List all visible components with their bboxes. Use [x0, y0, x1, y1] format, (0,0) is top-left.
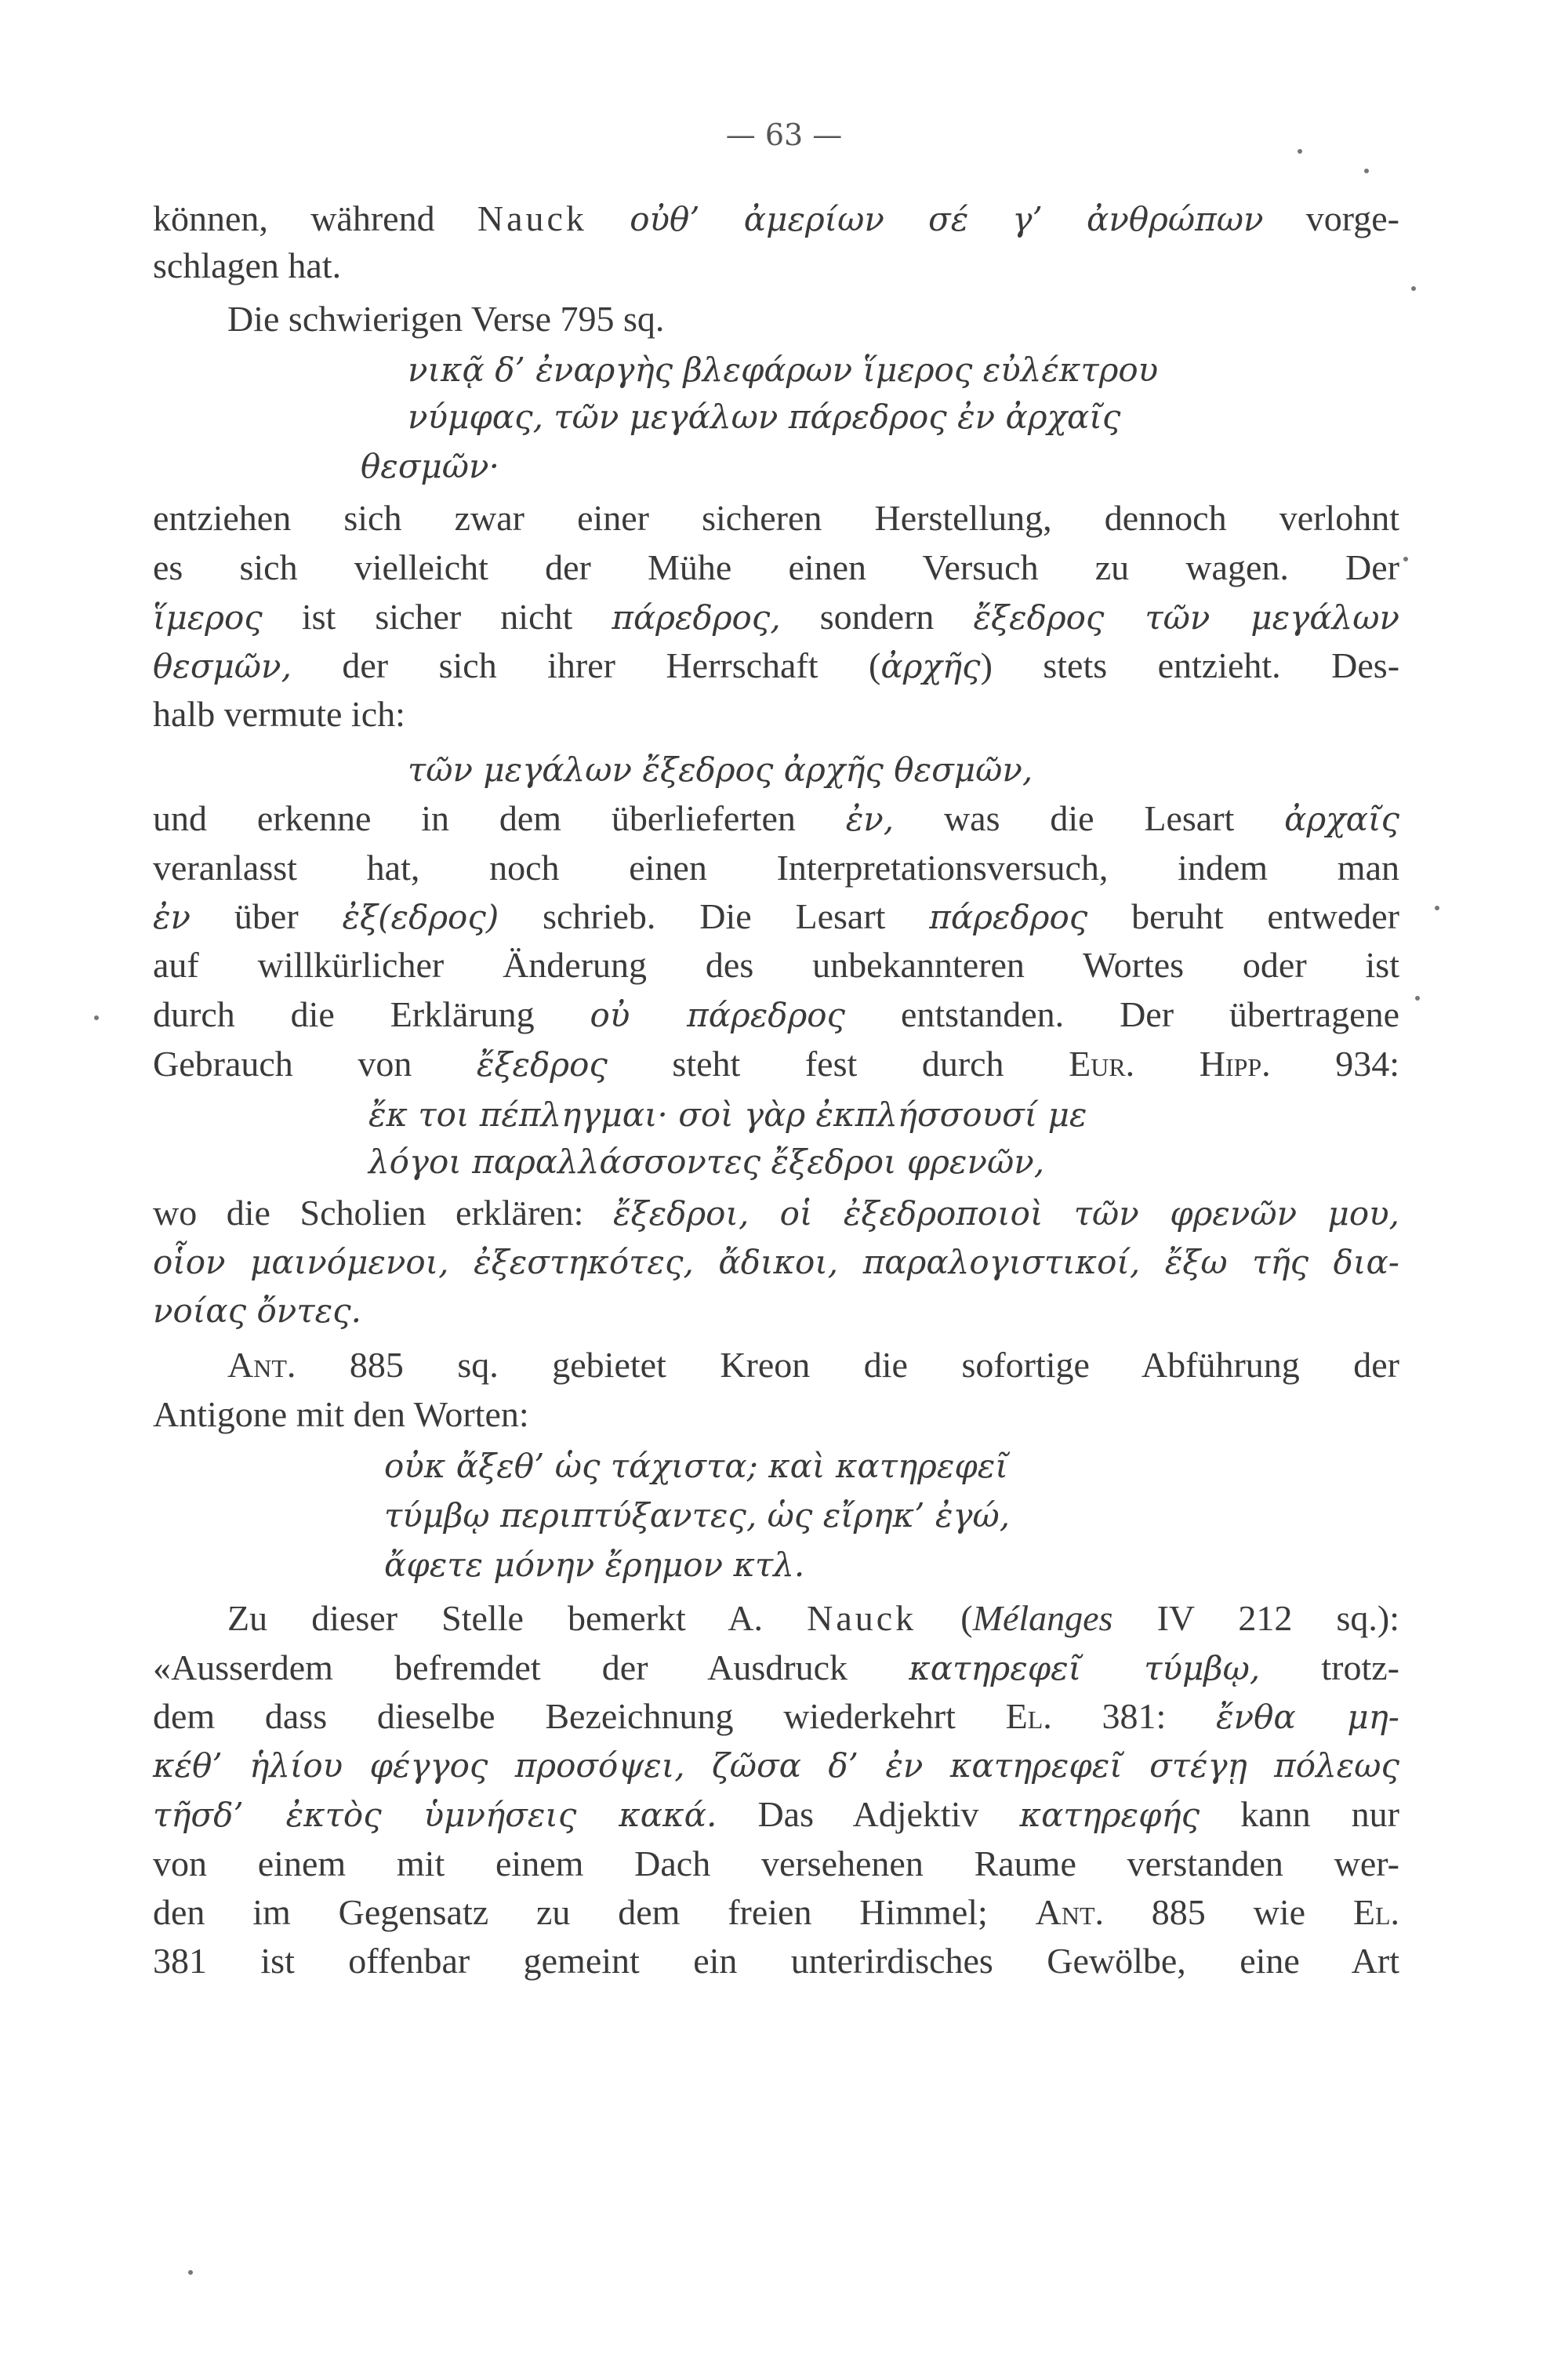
- text-line: halb vermute ich:: [153, 694, 405, 734]
- text-line: den im Gegensatz zu dem freien Himmel; Ant. 885 wie El.: [153, 1892, 1399, 1932]
- text-line: wo die Scholien erklären: ἔξεδροι, οἱ ἐξεδροποιοὶ τῶν φρενῶν μου,: [153, 1193, 1400, 1233]
- text-line: veranlasst hat, noch einen Interpretationsversuch, indem man: [153, 848, 1399, 888]
- text-line: auf willkürlicher Änderung des unbekannteren Wortes oder ist: [153, 945, 1399, 985]
- verse-line: ἔκ τοι πέπληγμαι· σοὶ γὰρ ἐκπλήσσουσί με: [368, 1095, 1087, 1134]
- text-line: können, während Nauck οὐθ’ ἀμερίων σέ γ’ ἀνθρώπων vorge-: [153, 198, 1399, 238]
- text-line: Antigone mit den Worten:: [153, 1394, 529, 1434]
- text-line: νοίας ὄντες.: [153, 1291, 361, 1330]
- scan-speck: [1435, 906, 1439, 910]
- scan-speck: [1411, 286, 1416, 291]
- text-line: οἷον μαινόμενοι, ἐξεστηκότες, ἄδικοι, παραλογιστικοί, ἔξω τῆς δια-: [153, 1243, 1399, 1281]
- text-line: 381 ist offenbar gemeint ein unterirdisches Gewölbe, eine Art: [153, 1941, 1399, 1981]
- text-line: ἵμερος ist sicher nicht πάρεδρος, sondern ἔξεδρος τῶν μεγάλων: [153, 597, 1399, 637]
- text-line: durch die Erklärung οὐ πάρεδρος entstanden. Der übertragene: [153, 994, 1399, 1034]
- verse-line: τύμβῳ περιπτύξαντες, ὡς εἴρηκ’ ἐγώ,: [384, 1496, 1011, 1535]
- verse-line: ἄφετε μόνην ἔρημον κτλ.: [384, 1546, 805, 1584]
- text-line: dem dass dieselbe Bezeichnung wiederkehrt El. 381: ἔνθα μη-: [153, 1696, 1399, 1736]
- scan-speck: [94, 1015, 99, 1020]
- text-line: es sich vielleicht der Mühe einen Versuch zu wagen. Der: [153, 547, 1399, 587]
- text-line: Zu dieser Stelle bemerkt A. Nauck (Mélanges IV 212 sq.):: [227, 1598, 1399, 1638]
- text-line: entziehen sich zwar einer sicheren Herstellung, dennoch verlohnt: [153, 498, 1399, 538]
- text-line: von einem mit einem Dach versehenen Raume verstanden wer-: [153, 1843, 1399, 1883]
- scan-speck: [1403, 557, 1408, 561]
- verse-line: νύμφας, τῶν μεγάλων πάρεδρος ἐν ἀρχαῖς: [408, 398, 1121, 436]
- text-line: «Ausserdem befremdet der Ausdruck κατηρεφεῖ τύμβῳ, trotz-: [153, 1647, 1399, 1687]
- scan-speck: [1298, 149, 1302, 154]
- scan-speck: [188, 2270, 193, 2275]
- text-line: Die schwierigen Verse 795 sq.: [227, 299, 665, 339]
- scan-speck: [1415, 996, 1420, 1001]
- verse-line: λόγοι παραλλάσσοντες ἔξεδροι φρενῶν,: [368, 1142, 1045, 1181]
- text-line: Gebrauch von ἔξεδρος steht fest durch Eur. Hipp. 934:: [153, 1044, 1400, 1084]
- text-line: Ant. 885 sq. gebietet Kreon die sofortige Abführung der: [227, 1345, 1399, 1385]
- text-line: τῆσδ’ ἐκτὸς ὑμνήσεις κακά. Das Adjektiv κατηρεφής kann nur: [153, 1794, 1399, 1834]
- verse-line: τῶν μεγάλων ἔξεδρος ἀρχῆς θεσμῶν,: [408, 750, 1033, 789]
- verse-line: θεσμῶν·: [361, 447, 499, 485]
- text-line: und erkenne in dem überlieferten ἐν, was die Lesart ἀρχαῖς: [153, 798, 1399, 838]
- text-line: θεσμῶν, der sich ihrer Herrschaft (ἀρχῆς) stets entzieht. Des-: [153, 645, 1400, 685]
- verse-line: νικᾷ δ’ ἐναργὴς βλεφάρων ἵμερος εὐλέκτρου: [408, 351, 1159, 389]
- scan-speck: [1364, 169, 1369, 173]
- text-line: schlagen hat.: [153, 245, 342, 285]
- page-number: — 63 —: [725, 118, 843, 152]
- text-line: κέθ’ ἡλίου φέγγος προσόψει, ζῶσα δ’ ἐν κατηρεφεῖ στέγῃ πόλεως: [153, 1746, 1399, 1785]
- verse-line: οὐκ ἄξεθ’ ὡς τάχιστα; καὶ κατηρεφεῖ: [384, 1447, 1008, 1485]
- text-line: ἐν über ἐξ(εδρος) schrieb. Die Lesart πάρεδρος beruht entweder: [153, 896, 1399, 936]
